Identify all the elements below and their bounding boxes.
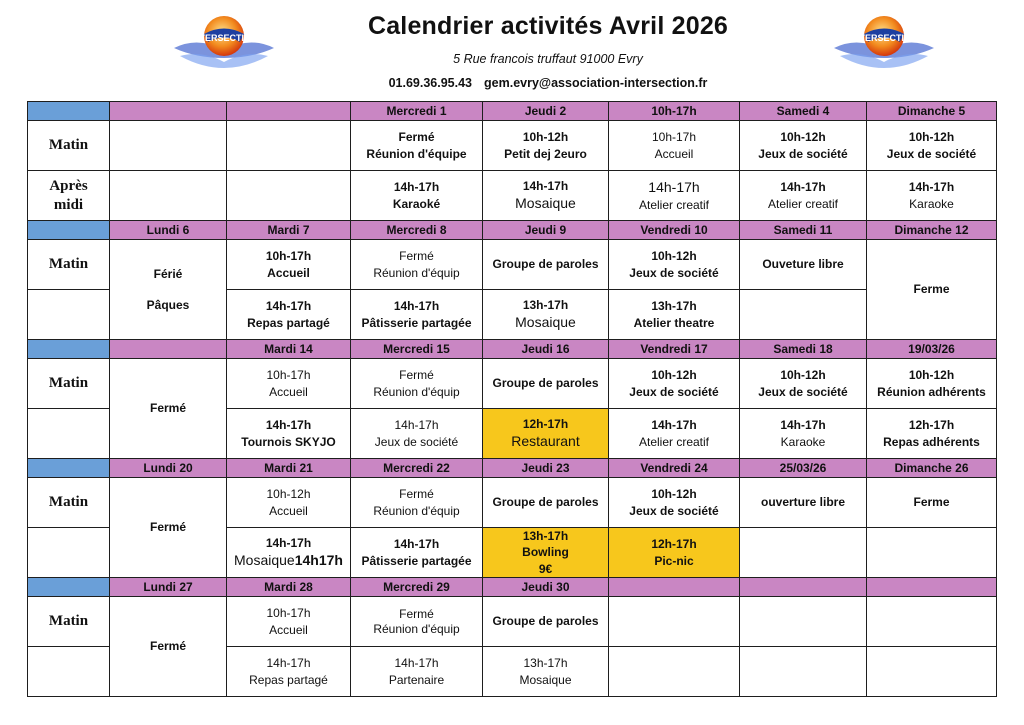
activity-cell: 14h-17h Repas partagé bbox=[227, 290, 351, 340]
contact-line bbox=[0, 76, 1024, 90]
apres-midi-label: Après midi bbox=[28, 171, 110, 221]
day-header: Mercredi 29 bbox=[351, 578, 483, 597]
empty-cell bbox=[609, 597, 740, 647]
activity-cell: 10h-17h Accueil bbox=[227, 597, 351, 647]
activity-cell: 14h-17h Mosaique14h17h bbox=[227, 528, 351, 578]
activity-cell-highlight: 12h-17h Restaurant bbox=[483, 409, 609, 459]
activity-cell: 14h-17h Mosaique bbox=[483, 171, 609, 221]
activity-cell: 14h-17h Jeux de société bbox=[351, 409, 483, 459]
activity-cell: 10h-12h Jeux de société bbox=[740, 359, 867, 409]
week-4-header bbox=[28, 459, 997, 478]
activity-cell: Fermé Réunion d'équip bbox=[351, 597, 483, 647]
activity-cell-highlight: 12h-17h Pic-nic bbox=[609, 528, 740, 578]
dimanche-cell: Ferme bbox=[867, 240, 997, 340]
day-header: Mardi 28 bbox=[227, 578, 351, 597]
day-header: Samedi 18 bbox=[740, 340, 867, 359]
matin-label: Matin bbox=[28, 240, 110, 290]
day-header: Mardi 21 bbox=[227, 459, 351, 478]
header-blank bbox=[28, 340, 110, 359]
activity-cell: Ouveture libre bbox=[740, 240, 867, 290]
activity-cell: 10h-17h Accueil bbox=[227, 240, 351, 290]
activity-cell: 13h-17h Mosaique bbox=[483, 290, 609, 340]
header-blank bbox=[28, 459, 110, 478]
header-blank bbox=[28, 578, 110, 597]
day-header: Mercredi 8 bbox=[351, 221, 483, 240]
header-blank bbox=[740, 578, 867, 597]
week-2-header bbox=[28, 221, 997, 240]
activity-cell: Ferme bbox=[867, 478, 997, 528]
header-blank bbox=[28, 102, 110, 121]
day-header: Lundi 20 bbox=[110, 459, 227, 478]
activity-cell: Fermé Réunion d'équip bbox=[351, 359, 483, 409]
activity-cell: Fermé Réunion d'équip bbox=[351, 240, 483, 290]
activity-cell: 10h-12h Jeux de société bbox=[867, 121, 997, 171]
day-header: 10h-17h bbox=[609, 102, 740, 121]
empty-label bbox=[28, 647, 110, 697]
activity-cell: 10h-17h Accueil bbox=[227, 359, 351, 409]
empty-cell bbox=[227, 121, 351, 171]
empty-label bbox=[28, 409, 110, 459]
activity-cell: 13h-17h Mosaique bbox=[483, 647, 609, 697]
empty-cell bbox=[740, 647, 867, 697]
empty-cell bbox=[867, 647, 997, 697]
week-4-matin bbox=[28, 478, 997, 528]
week-2-matin bbox=[28, 240, 997, 290]
svg-text:INTERSECTION: INTERSECTION bbox=[850, 33, 918, 43]
activity-cell: ouverture libre bbox=[740, 478, 867, 528]
header-blank bbox=[110, 102, 227, 121]
activity-cell: 14h-17h Pâtisserie partagée bbox=[351, 290, 483, 340]
week-1-apres-midi bbox=[28, 171, 997, 221]
activity-cell: 14h-17h Partenaire bbox=[351, 647, 483, 697]
activity-cell: 14h-17h Atelier creatif bbox=[609, 171, 740, 221]
day-header: 25/03/26 bbox=[740, 459, 867, 478]
day-header: Mardi 14 bbox=[227, 340, 351, 359]
matin-label: Matin bbox=[28, 478, 110, 528]
email-link[interactable]: gem.evry@association-intersection.fr bbox=[484, 76, 708, 90]
empty-cell bbox=[609, 647, 740, 697]
activity-cell: Groupe de paroles bbox=[483, 597, 609, 647]
activity-cell: 14h-17h Tournois SKYJO bbox=[227, 409, 351, 459]
empty-cell bbox=[740, 597, 867, 647]
activity-cell: 10h-12h Réunion adhérents bbox=[867, 359, 997, 409]
address: 5 Rue francois truffaut 91000 Evry bbox=[453, 52, 643, 66]
day-header: Dimanche 12 bbox=[867, 221, 997, 240]
day-header: Dimanche 5 bbox=[867, 102, 997, 121]
day-header: Jeudi 23 bbox=[483, 459, 609, 478]
empty-cell bbox=[740, 290, 867, 340]
day-header: Dimanche 26 bbox=[867, 459, 997, 478]
activity-cell-highlight: 13h-17h Bowling 9€ bbox=[483, 528, 609, 578]
activity-cell: 10h-12h Jeux de société bbox=[609, 478, 740, 528]
activity-cell: Groupe de paroles bbox=[483, 478, 609, 528]
empty-label bbox=[28, 290, 110, 340]
day-header: Lundi 6 bbox=[110, 221, 227, 240]
activity-cell: Groupe de paroles bbox=[483, 359, 609, 409]
day-header: Mercredi 1 bbox=[351, 102, 483, 121]
day-header: Jeudi 9 bbox=[483, 221, 609, 240]
activity-cell: Fermé Réunion d'équipe bbox=[351, 121, 483, 171]
lundi-cell: Férié Pâques bbox=[110, 240, 227, 340]
empty-cell bbox=[867, 528, 997, 578]
lundi-cell: Fermé bbox=[110, 478, 227, 578]
activity-cell: 10h-12h Jeux de société bbox=[609, 240, 740, 290]
header-blank bbox=[28, 221, 110, 240]
day-header: Vendredi 24 bbox=[609, 459, 740, 478]
activity-cell: 14h-17h Pâtisserie partagée bbox=[351, 528, 483, 578]
header-blank bbox=[227, 102, 351, 121]
header-blank bbox=[110, 340, 227, 359]
week-3-matin bbox=[28, 359, 997, 409]
week-3-header bbox=[28, 340, 997, 359]
day-header: Lundi 27 bbox=[110, 578, 227, 597]
empty-cell bbox=[110, 171, 227, 221]
header-blank bbox=[867, 578, 997, 597]
empty-label bbox=[28, 528, 110, 578]
week-5-header bbox=[28, 578, 997, 597]
activity-cell: 14h-17h Karaoke bbox=[867, 171, 997, 221]
activity-cell: 14h-17h Repas partagé bbox=[227, 647, 351, 697]
activity-cell: 14h-17h Atelier creatif bbox=[609, 409, 740, 459]
activity-cell: Fermé Réunion d'équip bbox=[351, 478, 483, 528]
header-blank bbox=[609, 578, 740, 597]
day-header: Mercredi 15 bbox=[351, 340, 483, 359]
calendar-table bbox=[27, 101, 997, 697]
day-header: Samedi 4 bbox=[740, 102, 867, 121]
activity-cell: 10h-12h Petit dej 2euro bbox=[483, 121, 609, 171]
day-header: Samedi 11 bbox=[740, 221, 867, 240]
matin-label: Matin bbox=[28, 121, 110, 171]
day-header: Jeudi 16 bbox=[483, 340, 609, 359]
activity-cell: 12h-17h Repas adhérents bbox=[867, 409, 997, 459]
lundi-cell: Fermé bbox=[110, 359, 227, 459]
matin-label: Matin bbox=[28, 597, 110, 647]
day-header: Vendredi 17 bbox=[609, 340, 740, 359]
activity-cell: 10h-12h Jeux de société bbox=[740, 121, 867, 171]
activity-cell: 13h-17h Atelier theatre bbox=[609, 290, 740, 340]
activity-cell: Groupe de paroles bbox=[483, 240, 609, 290]
day-header: Mercredi 22 bbox=[351, 459, 483, 478]
empty-cell bbox=[740, 528, 867, 578]
week-1-header bbox=[28, 102, 997, 121]
activity-cell: 14h-17h Karaoké bbox=[351, 171, 483, 221]
day-header: Jeudi 2 bbox=[483, 102, 609, 121]
empty-cell bbox=[867, 597, 997, 647]
day-header: Jeudi 30 bbox=[483, 578, 609, 597]
page-title: Calendrier activités Avril 2026 bbox=[367, 12, 729, 40]
activity-cell: 14h-17h Karaoke bbox=[740, 409, 867, 459]
svg-text:INTERSECTION: INTERSECTION bbox=[190, 33, 258, 43]
empty-cell bbox=[110, 121, 227, 171]
activity-cell: 14h-17h Atelier creatif bbox=[740, 171, 867, 221]
day-header: Mardi 7 bbox=[227, 221, 351, 240]
day-header: 19/03/26 bbox=[867, 340, 997, 359]
activity-cell: 10h-12h Accueil bbox=[227, 478, 351, 528]
activity-cell: 10h-17h Accueil bbox=[609, 121, 740, 171]
activity-cell: 10h-12h Jeux de société bbox=[609, 359, 740, 409]
week-1-matin bbox=[28, 121, 997, 171]
lundi-cell: Fermé bbox=[110, 597, 227, 697]
phone: 01.69.36.95.43 bbox=[388, 76, 473, 90]
matin-label: Matin bbox=[28, 359, 110, 409]
empty-cell bbox=[227, 171, 351, 221]
week-5-matin bbox=[28, 597, 997, 647]
day-header: Vendredi 10 bbox=[609, 221, 740, 240]
